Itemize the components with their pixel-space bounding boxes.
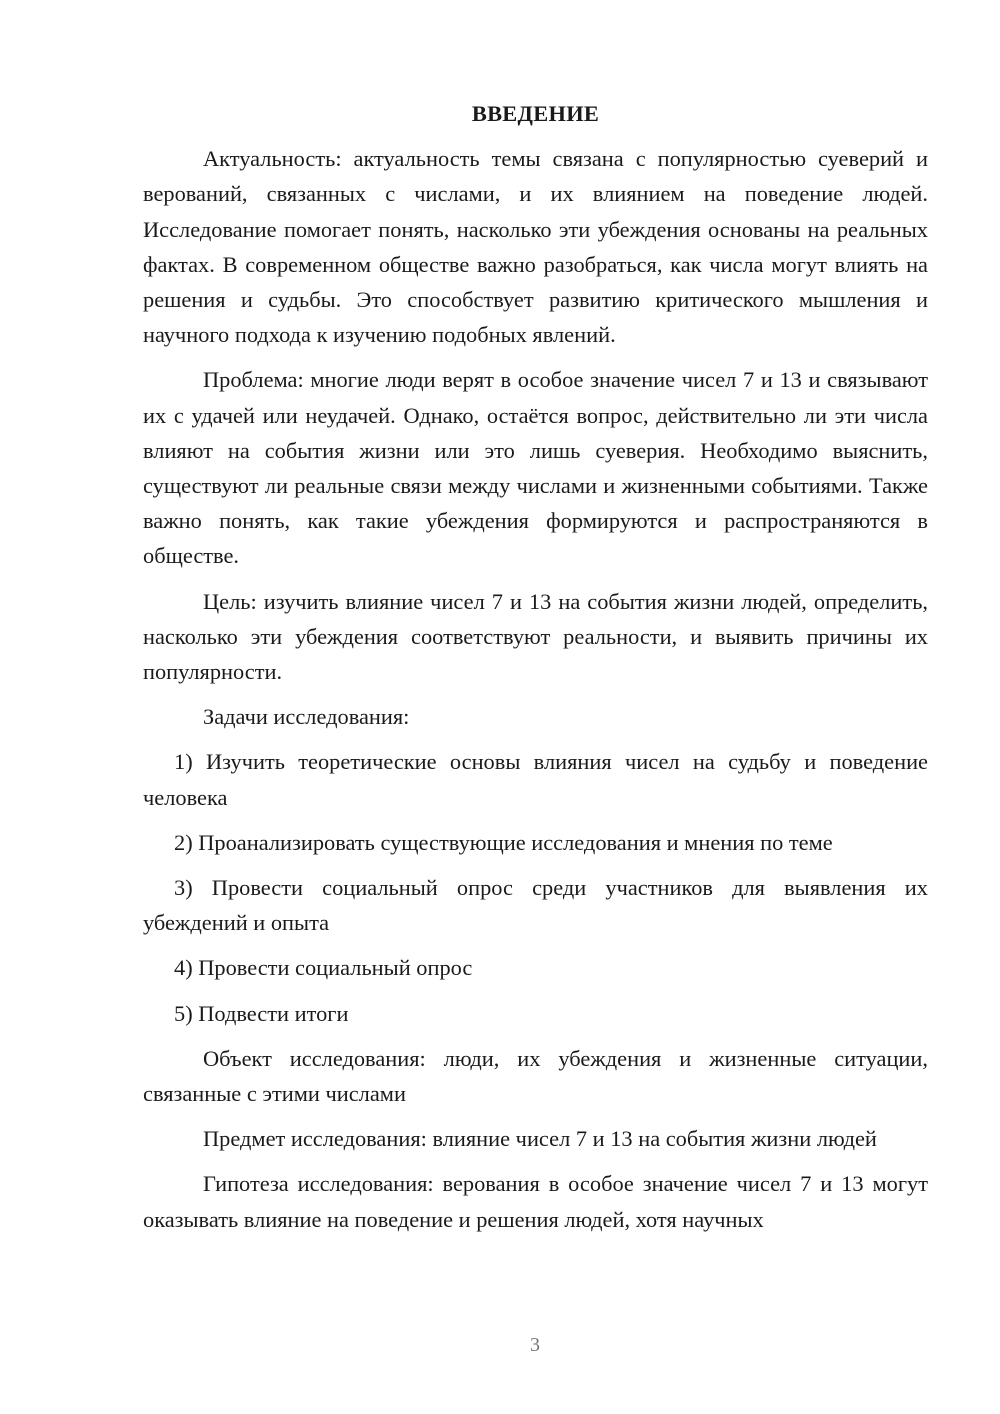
section-title: ВВЕДЕНИЕ (471, 101, 600, 126)
task-item-4: 4) Провести социальный опрос (174, 955, 473, 981)
task-item-2: 2) Проанализировать существующие исследования и мнения по теме (174, 829, 833, 855)
task-item-3: 3) Провести социальный опрос среди участников для выявления их убеждений и опыта (143, 875, 928, 936)
paragraph-problem: Проблема: многие люди верят в особое значение чисел 7 и 13 и связывают их с удачей или неудачей. Однако, остаётся вопрос, действительно ли эти числа влияют на события жизни или это лишь суеверия. Необходимо выяснить, существуют ли реальные связи между числами и жизненными событиями. Также важно понять, как такие убеждения формируются и распространяются в обществе. (143, 367, 928, 569)
page-content (143, 96, 928, 1247)
task-item-5: 5) Подвести итоги (174, 1000, 349, 1026)
paragraph-object: Объект исследования: люди, их убеждения и жизненные ситуации, связанные с этими числами (143, 1045, 928, 1107)
task-item-1: 1) Изучить теоретические основы влияния чисел на судьбу и поведение человека (143, 749, 928, 810)
paragraph-subject: Предмет исследования: влияние чисел 7 и 13 на события жизни людей (203, 1126, 877, 1152)
paragraph-relevance: Актуальность: актуальность темы связана с популярностью суеверий и верований, связанных с числами, и их влиянием на поведение людей. Исследование помогает понять, насколько эти убеждения основаны на реальных фактах. В современном обществе важно разобраться, как числа могут влиять на решения и судьбы. Это способствует развитию критического мышления и научного подхода к изучению подобных явлений. (143, 146, 928, 348)
paragraph-goal: Цель: изучить влияние чисел 7 и 13 на события жизни людей, определить, насколько эти убеждения соответствуют реальности, и выявить причины их популярности. (143, 588, 928, 685)
page-number: 3 (530, 1334, 540, 1356)
paragraph-hypothesis: Гипотеза исследования: верования в особое значение чисел 7 и 13 могут оказывать влияние на поведение и решения людей, хотя научных (143, 1171, 928, 1232)
paragraph-tasks-heading: Задачи исследования: (203, 704, 410, 730)
